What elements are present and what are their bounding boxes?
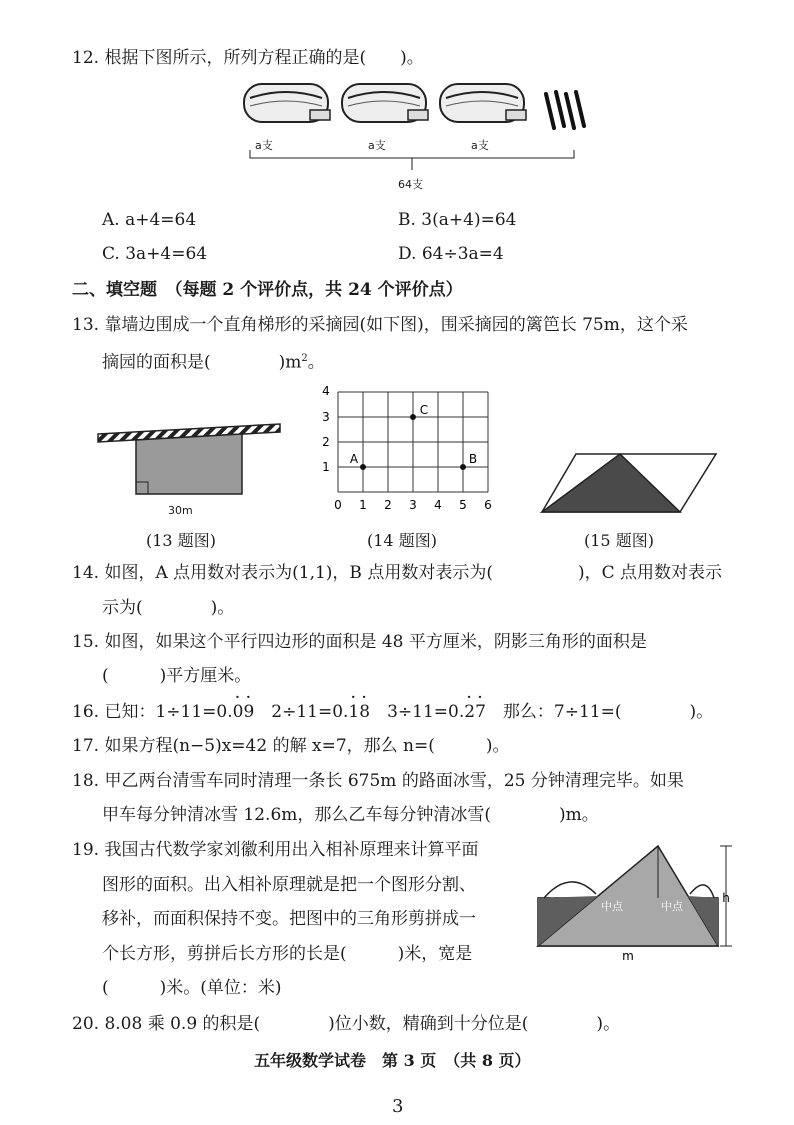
fig19-m-label: m (622, 949, 634, 963)
q13-line-1: 13. 靠墙边围成一个直角梯形的采摘园(如下图)，围采摘园的篱笆长 75m，这个采 (72, 315, 688, 335)
y-tick-2: 2 (322, 435, 330, 449)
point-b-label: B (468, 452, 478, 466)
pencil-case-icon-2 (342, 84, 428, 122)
point-b-dot (460, 464, 466, 470)
q13-line-2-text: 摘园的面积是( )m (102, 352, 302, 373)
fig19-mid-right: 中点 (661, 900, 683, 913)
pencils-icon (546, 92, 584, 128)
q12-stem: 12. 根据下图所示，所列方程正确的是( )。 (72, 48, 424, 68)
x-tick-4: 4 (434, 498, 442, 512)
q16-repeat-2a: · 1 (348, 700, 359, 724)
total-brace (248, 148, 578, 176)
y-tick-3: 3 (322, 410, 330, 424)
q16-mid-1: 2÷11=0. (254, 702, 349, 722)
point-c-dot (410, 414, 416, 420)
q18-line-2: 甲车每分钟清冰雪 12.6m，那么乙车每分钟清冰雪( )m。 (102, 805, 599, 825)
y-tick-1: 1 (322, 460, 330, 474)
q17-line: 17. 如果方程(n−5)x=42 的解 x=7，那么 n=( )。 (72, 736, 510, 756)
q19-line-5: ( )米。(单位：米) (102, 978, 282, 998)
point-a-dot (360, 464, 366, 470)
section-title: 二、填空题 （每题 2 个评价点，共 24 个评价点） (72, 280, 463, 300)
q12-option-c: C. 3a+4=64 (102, 244, 208, 264)
x-tick-0: 0 (334, 498, 342, 512)
q16-mid-2: 3÷11=0. (370, 702, 465, 722)
q16-line (72, 700, 713, 724)
q15-line-2: ( )平方厘米。 (102, 666, 252, 686)
x-tick-6: 6 (484, 498, 492, 512)
label-a-3: a支 (471, 139, 489, 152)
x-tick-5: 5 (459, 498, 467, 512)
fig19-h-label: h (722, 891, 730, 905)
q16-repeat-3a: · 2 (464, 700, 475, 724)
q18-line-1: 18. 甲乙两台清雪车同时清理一条长 675m 的路面冰雪，25 分钟清理完毕。如果 (72, 771, 684, 791)
q20-line: 20. 8.08 乘 0.9 的积是( )位小数，精确到十分位是( )。 (72, 1014, 621, 1034)
q13-line-2 (102, 347, 325, 375)
x-tick-3: 3 (409, 498, 417, 512)
q16-prefix: 16. 已知：1÷11=0. (72, 702, 233, 722)
q16-repeat-3b: · 7 (475, 700, 486, 724)
q13-superscript: 2 (301, 353, 308, 364)
label-a-2: a支 (368, 139, 386, 152)
pencil-case-figure (240, 78, 610, 148)
y-tick-4: 4 (322, 384, 330, 398)
q19-line-2: 图形的面积。出入相补原理就是把一个图形分割、 (102, 875, 476, 895)
q19-line-4: 个长方形，剪拼后长方形的长是( )米，宽是 (102, 944, 473, 964)
q16-repeat-1a: · 0 (233, 700, 244, 724)
figure-14-grid (318, 384, 508, 514)
fig14-caption: (14 题图) (367, 531, 437, 550)
point-a-label: A (349, 452, 359, 466)
fig15-caption: (15 题图) (584, 531, 654, 550)
figure-15 (540, 450, 720, 516)
q16-repeat-1b: · 9 (243, 700, 254, 724)
page-number: 3 (392, 1096, 404, 1117)
q12-option-a: A. a+4=64 (102, 210, 197, 230)
q13-line-2-end: 。 (307, 352, 325, 373)
q15-line-1: 15. 如图，如果这个平行四边形的面积是 48 平方厘米，阴影三角形的面积是 (72, 632, 647, 652)
q16-repeat-2b: · 8 (359, 700, 370, 724)
q14-line-1: 14. 如图，A 点用数对表示为(1,1)，B 点用数对表示为( )，C 点用数对表示 (72, 563, 722, 583)
q19-line-3: 移补，而面积保持不变。把图中的三角形剪拼成一 (102, 909, 476, 929)
q16-suffix: 那么：7÷11=( )。 (485, 702, 714, 722)
fig13-caption: (13 题图) (146, 531, 216, 550)
figure-13 (94, 420, 284, 500)
x-tick-1: 1 (359, 498, 367, 512)
point-c-label: C (419, 403, 429, 417)
q19-line-1: 19. 我国古代数学家刘徽利用出入相补原理来计算平面 (72, 840, 479, 860)
x-tick-2: 2 (384, 498, 392, 512)
fig13-label: 30m (168, 504, 193, 517)
pencil-case-icon-3 (440, 84, 526, 122)
pencil-case-icon-1 (244, 84, 330, 122)
q12-option-d: D. 64÷3a=4 (398, 244, 504, 264)
fig19-mid-left: 中点 (601, 900, 623, 913)
q14-line-2: 示为( )。 (102, 598, 235, 618)
footer-text: 五年级数学试卷 第 3 页 （共 8 页） (254, 1051, 531, 1070)
figure-19 (530, 838, 750, 968)
q12-option-b: B. 3(a+4)=64 (398, 210, 517, 230)
label-a-1: a支 (255, 139, 273, 152)
label-total: 64支 (398, 178, 423, 191)
